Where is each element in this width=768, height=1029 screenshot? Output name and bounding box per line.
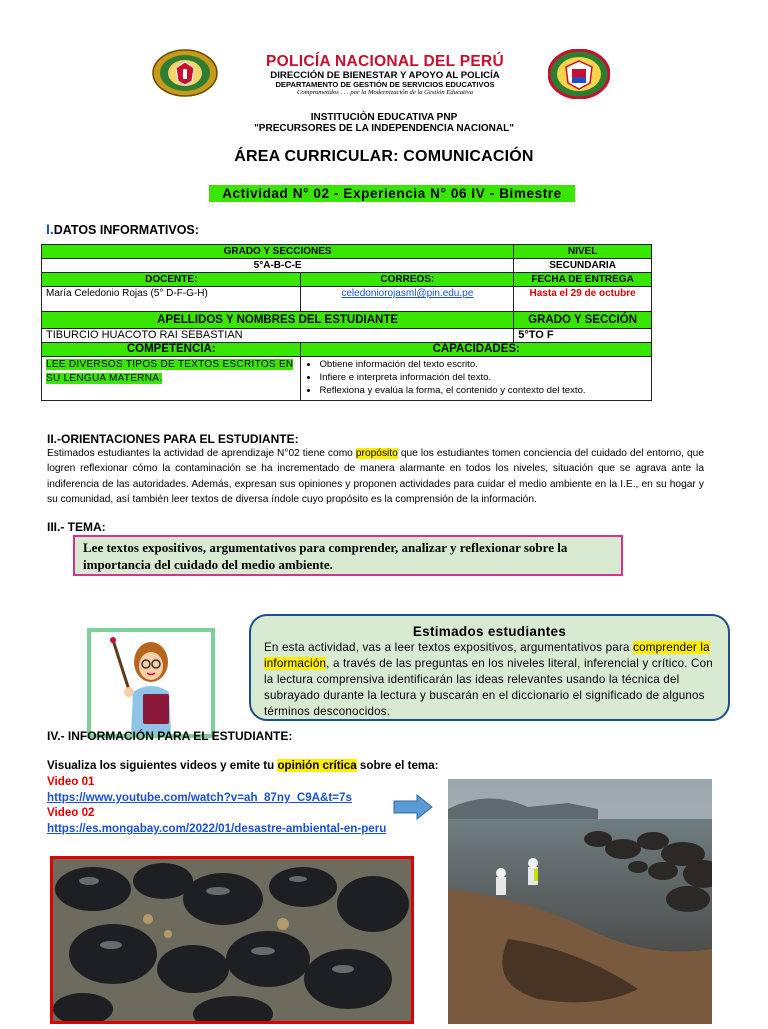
header-subtitle: DIRECCIÓN DE BIENESTAR Y APOYO AL POLICÍA: [270, 70, 500, 81]
estudiante-value: TIBURCIO HUACOTO RAI SEBASTIAN: [42, 329, 514, 343]
capacidades-list: [305, 358, 647, 397]
competencia-value: LEE DIVERSOS TIPOS DE TEXTOS ESCRITOS EN SU LENGUA MATERNA.: [46, 359, 294, 384]
capacidades-header: CAPACIDADES:: [301, 343, 652, 357]
area-title: ÁREA CURRICULAR: COMUNICACIÓN: [234, 148, 534, 165]
activity-banner: Actividad N° 02 - Experiencia N° 06 IV - Bimestre: [209, 185, 575, 202]
education-shield-icon: [548, 49, 610, 99]
institution-line1: INSTITUCIÒN EDUCATIVA PNP: [310, 112, 458, 123]
tema-box: Lee textos expositivos, argumentativos para comprender, analizar y reflexionar sobre la importancia del cuidado del medio ambiente.: [73, 535, 623, 576]
section4-heading: IV.- INFORMACIÓN PARA EL ESTUDIANTE:: [47, 729, 293, 743]
section1-label: DATOS INFORMATIVOS:: [53, 223, 199, 237]
section2-heading: II.-ORIENTACIONES PARA EL ESTUDIANTE:: [47, 432, 299, 446]
nivel-value: SECUNDARIA: [514, 259, 652, 273]
bubble-text: En esta actividad, vas a leer textos expositivos, argumentativos para comprender la información, a través de las preguntas en los niveles literal, inferencial y crítico. Con la lectura comprensiva identificarán las ideas relevantes usando la técnica del subrayado durante la lectura y buscarán en el diccionario el significado de algunos términos desconocidos.: [264, 641, 713, 718]
opinion-highlight: opinión crítica: [277, 759, 357, 772]
docente-value: María Celedonio Rojas (5° D-F-G-H): [42, 287, 301, 312]
section1-roman: I.: [46, 221, 54, 237]
capacidad-item: • Obtiene información del texto escrito.: [319, 358, 647, 371]
institution-line2: "PRECURSORES DE LA INDEPENDENCIA NACIONAL": [254, 123, 514, 134]
video1-label: Video 01: [47, 775, 95, 788]
arrow-right-icon: [393, 794, 433, 820]
header-department: DEPARTAMENTO DE GESTIÓN DE SERVICIOS EDUCATIVOS: [275, 80, 495, 89]
docente-header: DOCENTE:: [42, 273, 301, 287]
video2-link[interactable]: https://es.mongabay.com/2022/01/desastre-ambiental-en-peru: [47, 822, 387, 835]
nivel-header: NIVEL: [514, 245, 652, 259]
pnp-shield-icon: [152, 49, 218, 97]
capacidad-item: • Infiere e interpreta información del texto.: [319, 371, 647, 384]
bubble-title: Estimados estudiantes: [412, 624, 567, 639]
proposito-highlight: propósito: [355, 448, 398, 459]
oil-spill-beach-photo: [448, 779, 712, 1024]
grado-seccion-value: 5°TO F: [514, 329, 652, 343]
correos-header: CORREOS:: [301, 273, 514, 287]
bubble-highlight: comprender la información: [264, 641, 710, 670]
grado-seccion-header: GRADO Y SECCIÓN: [514, 312, 652, 329]
visualiza-instruction: Visualiza los siguientes videos y emite tu opinión crítica sobre el tema:: [47, 759, 439, 772]
header-title: POLICÍA NACIONAL DEL PERÚ: [265, 53, 504, 70]
teacher-illustration: [87, 628, 215, 738]
estudiante-header: APELLIDOS Y NOMBRES DEL ESTUDIANTE: [42, 312, 514, 329]
video1-link[interactable]: https://www.youtube.com/watch?v=ah_87ny_C9A&t=7s: [47, 791, 352, 804]
section1-heading: [46, 221, 199, 237]
header-motto: Comprometidos . . . por la Modernización de la Gestión Educativa: [296, 89, 474, 96]
grado-header: GRADO Y SECCIONES: [42, 245, 514, 259]
fecha-value: Hasta el 29 de octubre: [514, 287, 652, 312]
capacidad-item: • Reflexiona y evalúa la forma, el contenido y contexto del texto.: [319, 384, 647, 397]
section3-heading: III.- TEMA:: [47, 520, 106, 534]
competencia-header: COMPETENCIA:: [42, 343, 301, 357]
video2-label: Video 02: [47, 806, 95, 819]
fecha-header: FECHA DE ENTREGA: [514, 273, 652, 287]
orientaciones-paragraph: Estimados estudiantes la actividad de aprendizaje N°02 tiene como propósito que los estudiantes tomen conciencia del cuidado del entorno, que logren reflexionar cómo la contaminación se ha incrementado de manera alarmante en todos los niveles, situación que se agrava ante la indiferencia de las autoridades. Además, expresan sus opiniones y proponen actividades para cuidar el medio ambiente en la I.E., en su hogar y su comunidad, así también leer textos de diversa índole cuyo propósito es la comprensión de la información.: [47, 448, 704, 506]
correo-link[interactable]: celedoniorojasml@pin.edu.pe: [341, 288, 474, 299]
info-table: [41, 244, 652, 401]
oil-covered-rocks-photo: [50, 856, 414, 1024]
grado-value: 5°A-B-C-E: [42, 259, 514, 273]
